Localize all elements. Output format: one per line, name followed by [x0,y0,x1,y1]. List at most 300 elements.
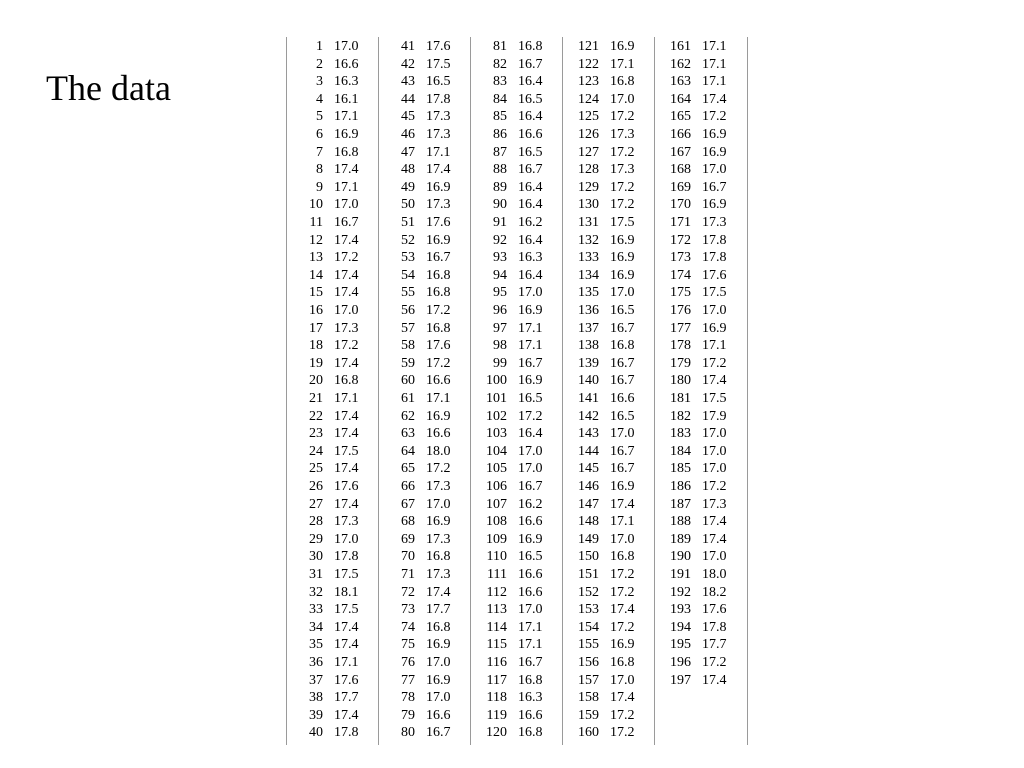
row-index: 53 [401,250,415,266]
row-index: 17 [309,320,323,336]
data-row [563,584,655,602]
row-index: 123 [578,74,599,90]
row-index: 81 [493,39,507,54]
row-value: 17.4 [702,531,727,547]
row-value: 17.1 [702,39,727,54]
data-row [471,548,563,566]
row-value: 17.9 [702,408,727,424]
row-value: 16.7 [518,479,543,494]
data-row [563,372,655,390]
row-index: 43 [401,74,415,90]
row-value: 17.4 [426,162,451,178]
row-value: 17.2 [610,619,635,635]
row-value: 16.9 [334,127,359,142]
data-row [563,214,655,232]
row-value: 17.4 [334,619,359,635]
data-row [563,390,655,408]
data-row [563,144,655,162]
row-value: 17.2 [610,197,635,213]
row-value: 16.9 [702,320,727,336]
row-index: 111 [487,567,507,582]
row-index: 159 [578,707,599,723]
row-value: 17.3 [610,162,635,178]
row-value: 16.9 [610,479,635,494]
row-index: 118 [486,690,507,706]
row-index: 101 [486,391,507,406]
row-value: 17.1 [334,179,359,195]
row-index: 76 [401,655,415,670]
data-row [379,196,471,214]
row-value: 17.1 [334,391,359,406]
data-row [379,249,471,267]
data-row [287,496,379,514]
data-column [378,37,471,745]
data-row [471,355,563,373]
row-index: 165 [670,109,691,125]
data-row [287,73,379,91]
data-row [379,355,471,373]
data-row [379,38,471,56]
data-row [379,460,471,478]
row-value: 17.4 [334,496,359,512]
row-value: 18.1 [334,584,359,600]
row-index: 142 [578,408,599,424]
data-row [287,408,379,426]
row-index: 96 [493,303,507,318]
row-value: 16.7 [518,56,543,72]
data-row [287,478,379,496]
row-index: 102 [486,408,507,424]
data-row [379,408,471,426]
data-row [563,249,655,267]
data-row [563,531,655,549]
row-value: 17.3 [334,514,359,530]
data-row [655,548,747,566]
row-index: 168 [670,162,691,178]
row-index: 51 [401,215,415,230]
row-index: 80 [401,725,415,741]
row-index: 73 [401,602,415,618]
data-row [563,619,655,637]
data-row [287,179,379,197]
row-value: 17.4 [702,672,727,688]
row-index: 11 [309,215,323,230]
row-value: 16.4 [518,74,543,90]
row-value: 16.7 [610,355,635,371]
row-value: 16.7 [518,355,543,371]
row-value: 17.6 [334,672,359,688]
data-row [471,161,563,179]
data-row [287,601,379,619]
data-row [655,144,747,162]
row-index: 30 [309,549,323,565]
row-index: 42 [401,56,415,72]
row-index: 151 [578,567,599,582]
row-index: 191 [670,567,691,582]
data-row [287,232,379,250]
row-index: 79 [401,707,415,723]
row-value: 16.9 [426,179,451,195]
row-value: 17.1 [702,56,727,72]
row-index: 184 [670,443,691,459]
data-row [379,73,471,91]
data-row [563,425,655,443]
row-index: 54 [401,267,415,283]
row-value: 17.0 [610,531,635,547]
row-index: 141 [578,391,599,406]
row-index: 94 [493,267,507,283]
row-index: 23 [309,426,323,442]
row-value: 17.3 [334,320,359,336]
row-index: 153 [578,602,599,618]
row-value: 17.2 [702,109,727,125]
row-index: 131 [578,215,599,230]
row-value: 16.6 [518,127,543,142]
data-row [379,267,471,285]
row-index: 148 [578,514,599,530]
row-value: 17.5 [702,391,727,406]
data-row [471,724,563,742]
row-value: 16.5 [426,74,451,90]
row-value: 16.4 [518,426,543,442]
data-row [471,214,563,232]
row-index: 178 [670,338,691,354]
row-value: 18.0 [426,443,451,459]
row-index: 67 [401,496,415,512]
row-index: 104 [486,443,507,459]
row-value: 16.6 [610,391,635,406]
row-index: 77 [401,672,415,688]
row-value: 17.0 [334,303,359,318]
row-index: 32 [309,584,323,600]
data-row [379,584,471,602]
row-value: 16.8 [518,672,543,688]
row-index: 186 [670,479,691,494]
row-index: 20 [309,373,323,389]
row-index: 75 [401,637,415,653]
data-column [654,37,748,745]
row-index: 36 [309,655,323,670]
row-value: 17.4 [334,461,359,477]
row-index: 117 [486,672,507,688]
row-index: 164 [670,91,691,107]
row-value: 17.0 [702,426,727,442]
data-row [287,126,379,144]
row-index: 85 [493,109,507,125]
data-row [563,38,655,56]
data-row [379,425,471,443]
data-row [379,513,471,531]
data-row [655,337,747,355]
data-row [287,38,379,56]
row-value: 16.8 [334,144,359,160]
row-value: 17.0 [334,197,359,213]
row-value: 16.9 [610,39,635,54]
row-index: 146 [578,479,599,494]
row-value: 17.4 [334,267,359,283]
data-row [287,337,379,355]
row-index: 64 [401,443,415,459]
row-index: 31 [309,567,323,582]
data-row [379,108,471,126]
row-index: 179 [670,355,691,371]
data-row [379,232,471,250]
data-row [287,284,379,302]
data-row [563,232,655,250]
row-value: 17.0 [518,285,543,301]
data-row [563,126,655,144]
data-row [471,320,563,338]
row-value: 16.6 [426,707,451,723]
data-row [379,214,471,232]
data-row [287,636,379,654]
row-index: 183 [670,426,691,442]
row-index: 150 [578,549,599,565]
row-value: 17.3 [426,197,451,213]
row-value: 16.8 [426,267,451,283]
row-index: 135 [578,285,599,301]
row-value: 16.2 [518,496,543,512]
data-row [563,496,655,514]
row-value: 16.9 [702,144,727,160]
row-value: 17.3 [426,109,451,125]
slide-title: The data [46,68,171,108]
row-index: 140 [578,373,599,389]
row-index: 137 [578,320,599,336]
data-row [379,566,471,584]
row-value: 16.8 [610,74,635,90]
data-row [471,144,563,162]
row-value: 17.0 [518,443,543,459]
row-index: 72 [401,584,415,600]
row-index: 1 [316,39,323,54]
row-value: 16.9 [702,197,727,213]
row-index: 37 [309,672,323,688]
row-value: 16.5 [610,408,635,424]
data-row [655,108,747,126]
data-row [379,654,471,672]
data-row [287,56,379,74]
row-value: 16.9 [518,373,543,389]
row-index: 158 [578,690,599,706]
data-row [287,566,379,584]
data-row [379,320,471,338]
data-row [563,443,655,461]
data-row [379,302,471,320]
data-row [655,320,747,338]
row-index: 121 [578,39,599,54]
row-value: 17.7 [334,690,359,706]
data-row [471,531,563,549]
row-value: 17.4 [702,373,727,389]
row-index: 97 [493,320,507,336]
row-value: 16.7 [610,443,635,459]
data-row [655,390,747,408]
row-index: 47 [401,144,415,160]
row-value: 17.0 [518,461,543,477]
row-index: 181 [670,391,691,406]
data-row [471,196,563,214]
row-index: 152 [578,584,599,600]
data-row [655,584,747,602]
row-index: 6 [316,127,323,142]
row-index: 161 [670,39,691,54]
data-row [471,654,563,672]
data-row [287,460,379,478]
data-row [655,302,747,320]
data-row [563,91,655,109]
row-value: 16.9 [610,250,635,266]
data-row [287,689,379,707]
data-row [471,302,563,320]
data-row [379,619,471,637]
row-index: 107 [486,496,507,512]
row-index: 40 [309,725,323,741]
data-row [563,108,655,126]
row-value: 17.0 [702,443,727,459]
row-value: 17.2 [610,179,635,195]
row-value: 17.2 [334,250,359,266]
row-index: 116 [486,655,507,670]
row-value: 16.1 [334,91,359,107]
row-value: 17.1 [702,338,727,354]
data-row [379,144,471,162]
row-value: 17.3 [426,567,451,582]
data-table [286,37,746,745]
row-value: 17.4 [334,355,359,371]
row-value: 17.5 [610,215,635,230]
row-index: 2 [316,56,323,72]
row-index: 132 [578,232,599,248]
row-index: 69 [401,531,415,547]
row-index: 139 [578,355,599,371]
data-row [471,249,563,267]
data-row [471,496,563,514]
data-row [471,390,563,408]
row-value: 16.4 [518,109,543,125]
data-row [563,284,655,302]
data-row [563,56,655,74]
row-index: 74 [401,619,415,635]
data-row [287,302,379,320]
row-value: 17.4 [610,690,635,706]
row-index: 7 [316,144,323,160]
data-row [379,707,471,725]
row-value: 16.8 [610,655,635,670]
row-value: 17.4 [334,426,359,442]
row-value: 16.4 [518,232,543,248]
row-value: 17.8 [702,250,727,266]
data-row [655,601,747,619]
row-index: 149 [578,531,599,547]
row-index: 50 [401,197,415,213]
row-index: 105 [486,461,507,477]
row-index: 125 [578,109,599,125]
data-row [563,161,655,179]
data-row [563,196,655,214]
data-row [287,672,379,690]
row-value: 16.6 [426,426,451,442]
data-column [470,37,563,745]
row-value: 16.3 [518,690,543,706]
data-row [287,320,379,338]
data-row [287,425,379,443]
row-value: 17.0 [426,655,451,670]
data-row [655,161,747,179]
data-row [563,478,655,496]
row-value: 17.8 [334,549,359,565]
row-value: 18.2 [702,584,727,600]
row-index: 89 [493,179,507,195]
data-row [471,408,563,426]
row-value: 17.2 [702,355,727,371]
row-index: 14 [309,267,323,283]
data-row [471,460,563,478]
data-row [471,443,563,461]
data-row [287,91,379,109]
data-row [563,73,655,91]
data-row [287,724,379,742]
row-index: 192 [670,584,691,600]
row-value: 17.0 [518,602,543,618]
row-value: 17.4 [334,285,359,301]
data-row [655,73,747,91]
data-row [655,566,747,584]
data-row [471,425,563,443]
row-value: 16.7 [610,320,635,336]
row-index: 58 [401,338,415,354]
row-value: 17.8 [426,91,451,107]
data-row [379,372,471,390]
row-value: 17.8 [702,619,727,635]
row-index: 35 [309,637,323,653]
data-row [655,126,747,144]
row-index: 173 [670,250,691,266]
row-index: 52 [401,232,415,248]
data-row [471,707,563,725]
row-value: 17.0 [610,91,635,107]
row-value: 17.2 [426,355,451,371]
row-value: 17.0 [334,531,359,547]
row-index: 195 [670,637,691,653]
row-value: 17.4 [702,91,727,107]
data-row [379,91,471,109]
data-row [287,267,379,285]
row-index: 119 [486,707,507,723]
row-value: 16.6 [518,514,543,530]
row-index: 115 [486,637,507,653]
data-row [655,372,747,390]
row-index: 88 [493,162,507,178]
row-index: 196 [670,655,691,670]
data-row [287,584,379,602]
row-value: 16.6 [518,584,543,600]
row-value: 16.9 [610,232,635,248]
row-index: 98 [493,338,507,354]
data-row [379,672,471,690]
row-value: 17.3 [702,215,727,230]
data-row [655,654,747,672]
data-row [471,584,563,602]
data-row [471,38,563,56]
row-index: 127 [578,144,599,160]
data-row [563,179,655,197]
row-value: 17.0 [610,426,635,442]
data-row [379,724,471,742]
row-index: 130 [578,197,599,213]
row-value: 16.2 [518,215,543,230]
data-row [379,548,471,566]
